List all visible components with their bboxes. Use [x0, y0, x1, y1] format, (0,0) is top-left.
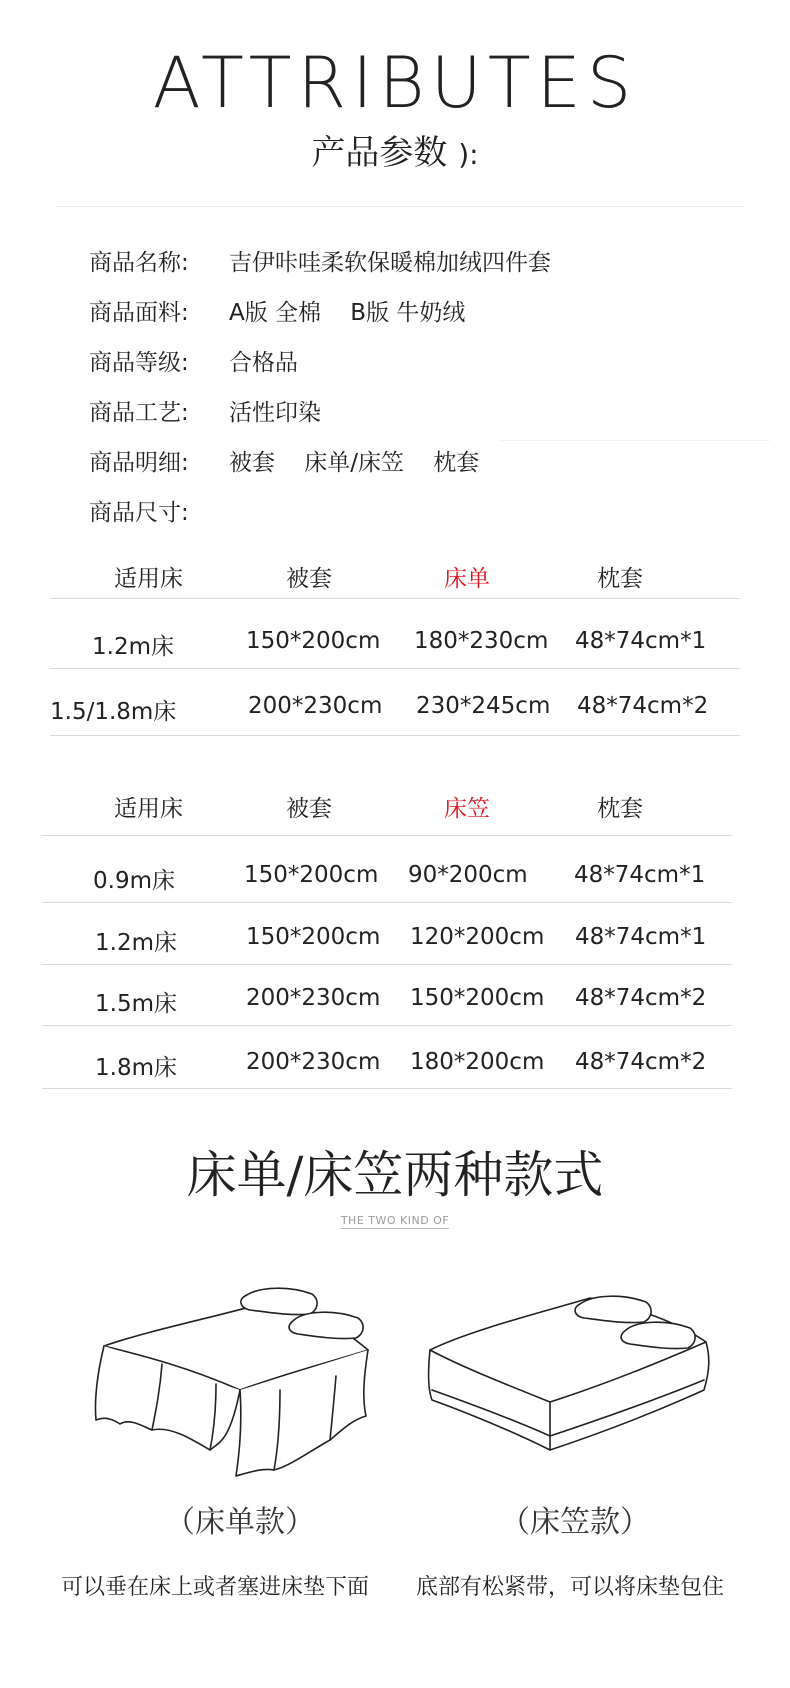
cell-fitted: 150*200cm [410, 985, 545, 1011]
cell-bed: 1.5m床 [95, 991, 177, 1017]
cell-bed: 1.8m床 [95, 1055, 177, 1081]
attr-value: 被套 床单/床笠 枕套 [229, 450, 480, 476]
header-divider [55, 206, 745, 207]
attr-value: 合格品 [229, 350, 298, 376]
table2-divider [42, 902, 732, 903]
title-chinese [0, 125, 790, 174]
table1-divider [50, 668, 740, 669]
fitted-sheet-illustration [420, 1290, 720, 1460]
attr-row-craft [89, 394, 321, 427]
table2-header [0, 790, 790, 830]
attr-row-fabric [89, 294, 465, 327]
attr-row-grade [89, 344, 298, 377]
table2-divider [42, 964, 732, 965]
styles-title: 床单/床笠两种款式 [186, 1146, 604, 1204]
cell-bed: 1.2m床 [92, 634, 174, 660]
cell-pillow: 48*74cm*2 [575, 1049, 707, 1075]
cell-duvet: 200*230cm [248, 693, 383, 719]
table2-header-pillow: 枕套 [597, 796, 643, 822]
cell-bed: 1.2m床 [95, 930, 177, 956]
table-row [0, 924, 790, 964]
attr-key: 商品面料: [89, 300, 189, 326]
table1-header-sheet: 床单 [444, 566, 490, 592]
cell-duvet: 150*200cm [246, 628, 381, 654]
styles-subtitle-text: THE TWO KIND OF [340, 1214, 450, 1227]
table1-header-duvet: 被套 [286, 566, 332, 592]
cell-bed: 1.5/1.8m床 [50, 699, 177, 725]
table2-header-fitted: 床笠 [444, 796, 490, 822]
styles-subtitle [0, 1214, 790, 1227]
title-suffix: ): [458, 138, 479, 171]
attr-row-size [89, 494, 229, 527]
cell-bed: 0.9m床 [93, 868, 175, 894]
table2-divider [42, 1088, 732, 1089]
fitted-sheet-caption: （床笠款） [500, 1505, 650, 1540]
flat-sheet-desc: 可以垂在床上或者塞进床垫下面 [60, 1575, 369, 1600]
table1-divider [50, 735, 740, 736]
table2-divider [42, 835, 732, 836]
fitted-sheet-desc: 底部有松紧带，可以将床垫包住 [415, 1575, 724, 1600]
cell-duvet: 200*230cm [246, 1049, 381, 1075]
table2-header-bed: 适用床 [114, 796, 183, 822]
table-row [0, 862, 790, 902]
attr-row-items [89, 444, 479, 477]
cell-fitted: 180*200cm [410, 1049, 545, 1075]
table2-header-duvet: 被套 [286, 796, 332, 822]
attr-value: 吉伊咔哇柔软保暖棉加绒四件套 [229, 250, 551, 276]
flat-sheet-caption: （床单款） [165, 1505, 315, 1540]
flat-sheet-illustration [90, 1280, 390, 1480]
attr-key: 商品工艺: [89, 400, 189, 426]
cell-duvet: 200*230cm [246, 985, 381, 1011]
table-row [0, 1049, 790, 1089]
table-row [0, 693, 790, 733]
cell-pillow: 48*74cm*2 [575, 985, 707, 1011]
cell-fitted: 120*200cm [410, 924, 545, 950]
cell-pillow: 48*74cm*1 [574, 862, 706, 888]
faint-divider [500, 440, 770, 441]
attr-key: 商品明细: [89, 450, 189, 476]
table-row [0, 985, 790, 1025]
cell-pillow: 48*74cm*1 [575, 628, 707, 654]
cell-pillow: 48*74cm*1 [575, 924, 707, 950]
attr-key: 商品尺寸: [89, 500, 189, 526]
cell-duvet: 150*200cm [244, 862, 379, 888]
table-row [0, 628, 790, 668]
cell-fitted: 90*200cm [408, 862, 528, 888]
attr-row-name [89, 244, 551, 277]
attr-value: 活性印染 [229, 400, 321, 426]
cell-pillow: 48*74cm*2 [577, 693, 709, 719]
cell-sheet: 230*245cm [416, 693, 551, 719]
title-chinese-text: 产品参数 [311, 133, 448, 173]
attr-key: 商品名称: [89, 250, 189, 276]
table1-divider [50, 598, 740, 599]
cell-duvet: 150*200cm [246, 924, 381, 950]
table1-header-pillow: 枕套 [597, 566, 643, 592]
cell-sheet: 180*230cm [414, 628, 549, 654]
attr-value: A版 全棉 B版 牛奶绒 [229, 300, 466, 326]
table2-divider [42, 1025, 732, 1026]
attr-key: 商品等级: [89, 350, 189, 376]
table1-header [0, 560, 790, 600]
table1-header-bed: 适用床 [114, 566, 183, 592]
title-english: ATTRIBUTES [152, 42, 638, 124]
